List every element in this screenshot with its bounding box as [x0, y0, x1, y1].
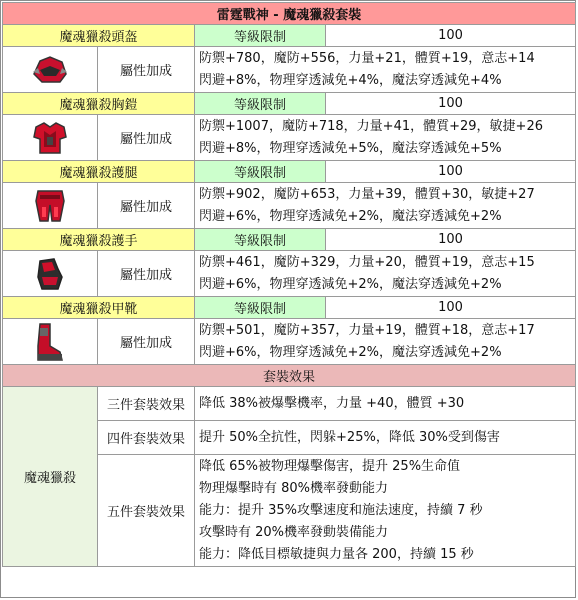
level-value: 100 — [326, 161, 576, 183]
item-stats — [195, 251, 576, 297]
set-title: 雷霆戰神 - 魔魂獵殺套裝 — [3, 3, 576, 25]
effect-line: 提升 50%全抗性，閃躲+25%，降低 30%受到傷害 — [199, 429, 500, 445]
set-effects-header: 套裝效果 — [3, 365, 576, 387]
gauntlet-icon — [30, 255, 70, 293]
effect-line: 攻擊時有 20%機率發動裝備能力 — [199, 524, 389, 540]
stats-line-2: 閃避+8%，物理穿透減免+5%，魔法穿透減免+5% — [199, 140, 502, 156]
level-value: 100 — [326, 93, 576, 115]
item-stats — [195, 47, 576, 93]
level-label: 等級限制 — [195, 161, 326, 183]
level-value: 100 — [326, 297, 576, 319]
item-icon-cell — [3, 319, 98, 365]
item-name: 魔魂獵殺護腿 — [3, 161, 195, 183]
set-name: 魔魂獵殺 — [3, 387, 98, 567]
stats-line-1: 防禦+902，魔防+653，力量+39，體質+30，敏捷+27 — [199, 186, 535, 202]
level-value: 100 — [326, 229, 576, 251]
effect-line: 降低 65%被物理爆擊傷害，提升 25%生命值 — [199, 458, 461, 474]
stats-line-1: 防禦+1007，魔防+718，力量+41，體質+29，敏捷+26 — [199, 118, 543, 134]
attr-label: 屬性加成 — [98, 47, 195, 93]
five-piece-effect — [195, 455, 576, 567]
three-piece-label: 三件套裝效果 — [98, 387, 195, 421]
item-stats — [195, 183, 576, 229]
item-icon-cell — [3, 183, 98, 229]
boots-icon — [30, 322, 70, 362]
item-stats-row — [3, 183, 576, 229]
item-name: 魔魂獵殺護手 — [3, 229, 195, 251]
item-stats-row — [3, 251, 576, 297]
item-header-row — [3, 161, 576, 183]
level-label: 等級限制 — [195, 297, 326, 319]
level-label: 等級限制 — [195, 25, 326, 47]
item-stats-row — [3, 47, 576, 93]
attr-label: 屬性加成 — [98, 183, 195, 229]
equipment-set-table — [2, 2, 576, 567]
four-piece-effect — [195, 421, 576, 455]
stats-line-1: 防禦+780，魔防+556，力量+21，體質+19，意志+14 — [199, 50, 535, 66]
five-piece-label: 五件套裝效果 — [98, 455, 195, 567]
item-header-row — [3, 93, 576, 115]
effect-line: 物理爆擊時有 80%機率發動能力 — [199, 480, 389, 496]
item-name: 魔魂獵殺胸鎧 — [3, 93, 195, 115]
stats-line-1: 防禦+501，魔防+357，力量+19，體質+18，意志+17 — [199, 322, 535, 338]
item-header-row — [3, 297, 576, 319]
helmet-icon — [30, 52, 70, 88]
item-stats-row — [3, 115, 576, 161]
item-icon-cell — [3, 115, 98, 161]
item-icon-cell — [3, 251, 98, 297]
set-effect-row-three — [3, 387, 576, 421]
item-icon-cell — [3, 47, 98, 93]
effect-line: 降低 38%被爆擊機率，力量 +40，體質 +30 — [199, 395, 465, 411]
level-label: 等級限制 — [195, 229, 326, 251]
item-stats — [195, 115, 576, 161]
stats-line-1: 防禦+461，魔防+329，力量+20，體質+19，意志+15 — [199, 254, 535, 270]
stats-line-2: 閃避+8%，物理穿透減免+4%，魔法穿透減免+4% — [199, 72, 502, 88]
effect-line: 能力：提升 35%攻擊速度和施法速度，持續 7 秒 — [199, 502, 483, 518]
four-piece-label: 四件套裝效果 — [98, 421, 195, 455]
stats-line-2: 閃避+6%，物理穿透減免+2%，魔法穿透減免+2% — [199, 276, 502, 292]
item-stats-row — [3, 319, 576, 365]
chest-armor-icon — [30, 119, 70, 157]
attr-label: 屬性加成 — [98, 115, 195, 161]
attr-label: 屬性加成 — [98, 251, 195, 297]
stats-line-2: 閃避+6%，物理穿透減免+2%，魔法穿透減免+2% — [199, 208, 502, 224]
item-name: 魔魂獵殺頭盔 — [3, 25, 195, 47]
effect-line: 能力：降低目標敏捷與力量各 200，持續 15 秒 — [199, 546, 474, 562]
item-header-row — [3, 229, 576, 251]
level-value: 100 — [326, 25, 576, 47]
three-piece-effect — [195, 387, 576, 421]
leg-armor-icon — [30, 187, 70, 225]
item-header-row — [3, 25, 576, 47]
level-label: 等級限制 — [195, 93, 326, 115]
stats-line-2: 閃避+6%，物理穿透減免+2%，魔法穿透減免+2% — [199, 344, 502, 360]
item-stats — [195, 319, 576, 365]
item-name: 魔魂獵殺甲靴 — [3, 297, 195, 319]
attr-label: 屬性加成 — [98, 319, 195, 365]
